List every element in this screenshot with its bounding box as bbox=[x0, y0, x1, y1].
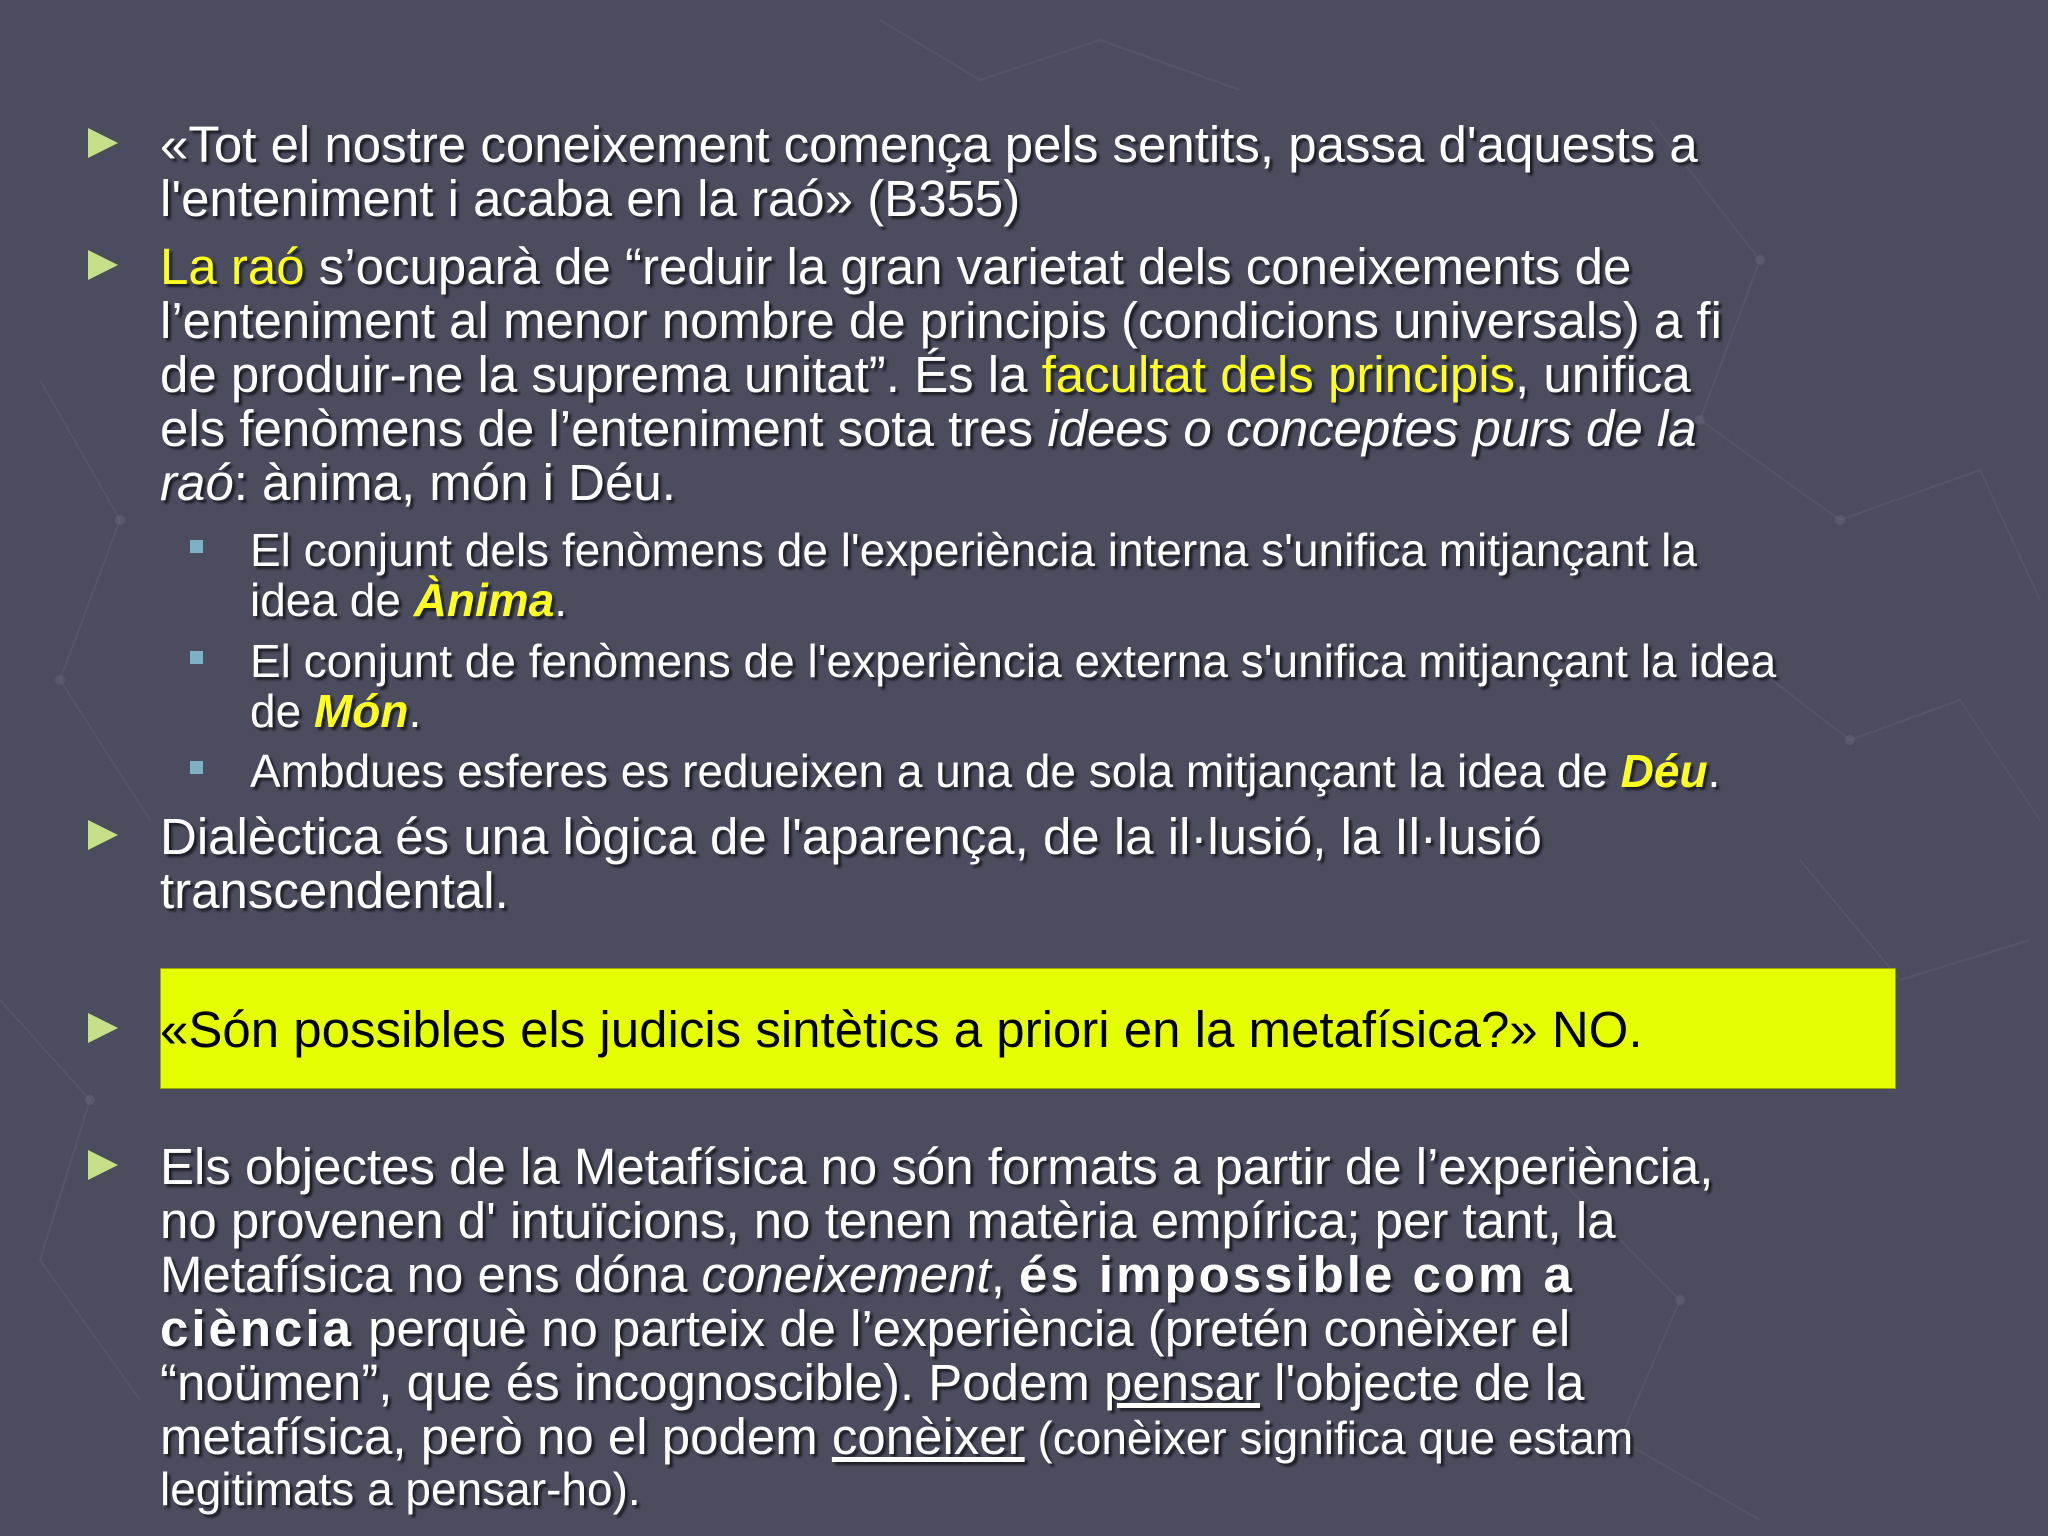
italic-span: raó bbox=[160, 454, 234, 511]
highlight-term: Món bbox=[313, 685, 409, 737]
sub-bullet-text bbox=[250, 636, 1776, 736]
sub-bullet-text bbox=[250, 525, 1697, 625]
text-span: de produir-ne la suprema unitat”. És la bbox=[160, 346, 1042, 403]
triangle-bullet-icon bbox=[88, 250, 118, 280]
triangle-bullet-icon bbox=[88, 820, 118, 850]
text-span: perquè no parteix de l’experiència (pretén conèixer el bbox=[353, 1300, 1571, 1357]
text-span: de bbox=[250, 685, 314, 737]
text-span: metafísica, però no el podem bbox=[160, 1408, 832, 1465]
highlight-term: Ànima bbox=[413, 574, 555, 626]
text-span: . bbox=[408, 685, 422, 737]
italic-span: coneixement bbox=[701, 1246, 991, 1303]
text-line bbox=[160, 240, 1722, 294]
text-line: Els objectes de la Metafísica no són formats a partir de l’experiència, bbox=[160, 1138, 1714, 1195]
bullet-text bbox=[160, 240, 1722, 510]
underlined-span: conèixer bbox=[831, 1408, 1025, 1465]
bullet-text bbox=[160, 1140, 1713, 1513]
text-span: : ànima, món i Déu. bbox=[233, 454, 676, 511]
text-line bbox=[160, 456, 1722, 510]
text-line bbox=[160, 1410, 1713, 1465]
text-span: , unifica bbox=[1515, 346, 1691, 403]
text-line: legitimats a pensar-ho). bbox=[160, 1463, 641, 1515]
text-span: els fenòmens de l’enteniment sota tres bbox=[160, 400, 1048, 457]
text-line bbox=[250, 575, 1697, 625]
highlight-term: facultat dels principis bbox=[1041, 346, 1516, 403]
text-line bbox=[160, 348, 1722, 402]
highlight-term: Déu bbox=[1620, 745, 1708, 797]
bold-span: ciència bbox=[160, 1300, 354, 1357]
square-bullet-icon bbox=[190, 651, 203, 664]
text-line bbox=[160, 1302, 1713, 1356]
text-line: El conjunt de fenòmens de l'experiència externa s'unifica mitjançant la idea bbox=[250, 635, 1777, 687]
text-line: l'enteniment i acaba en la raó» (B355) bbox=[160, 170, 1021, 227]
text-line: no provenen d' intuïcions, no tenen matèria empírica; per tant, la bbox=[160, 1192, 1616, 1249]
triangle-bullet-icon bbox=[88, 1150, 118, 1180]
text-line: Dialèctica és una lògica de l'aparença, de la il·lusió, la Il·lusió bbox=[160, 808, 1542, 865]
triangle-bullet-icon bbox=[88, 1013, 118, 1043]
underlined-span: pensar bbox=[1104, 1354, 1260, 1411]
text-line bbox=[250, 686, 1776, 736]
italic-span: idees o conceptes purs de la bbox=[1047, 400, 1697, 457]
text-line: transcendental. bbox=[160, 862, 509, 919]
text-span: idea de bbox=[250, 574, 414, 626]
text-line bbox=[160, 1248, 1713, 1302]
sub-bullet-text bbox=[250, 746, 1720, 796]
text-span: , bbox=[990, 1246, 1020, 1303]
bullet-text bbox=[160, 118, 1698, 226]
text-line: «Tot el nostre coneixement comença pels sentits, passa d'aquests a bbox=[160, 116, 1698, 173]
text-line: El conjunt dels fenòmens de l'experiència interna s'unifica mitjançant la bbox=[250, 524, 1697, 576]
text-span: s’ocuparà de “reduir la gran varietat dels coneixements de bbox=[304, 238, 1632, 295]
text-span: l'objecte de la bbox=[1259, 1354, 1585, 1411]
text-span: Ambdues esferes es redueixen a una de sola mitjançant la idea de bbox=[250, 745, 1621, 797]
square-bullet-icon bbox=[190, 540, 203, 553]
text-span: “noümen”, que és incognoscible). Podem bbox=[160, 1354, 1105, 1411]
text-span: . bbox=[554, 574, 568, 626]
bold-span: és impossible com a bbox=[1019, 1246, 1575, 1303]
text-span: Metafísica no ens dóna bbox=[160, 1246, 702, 1303]
text-line bbox=[160, 1356, 1713, 1410]
text-line bbox=[250, 746, 1720, 796]
text-line: l’enteniment al menor nombre de principis (condicions universals) a fi bbox=[160, 292, 1722, 349]
question-text: «Són possibles els judicis sintètics a priori en la metafísica?» NO. bbox=[160, 1001, 1643, 1058]
small-span: (conèixer significa que estam bbox=[1024, 1412, 1634, 1464]
text-span: . bbox=[1707, 745, 1721, 797]
bullet-text bbox=[160, 810, 1542, 918]
highlight-term: La raó bbox=[160, 238, 305, 295]
square-bullet-icon bbox=[190, 761, 203, 774]
text-line bbox=[160, 402, 1722, 456]
triangle-bullet-icon bbox=[88, 128, 118, 158]
